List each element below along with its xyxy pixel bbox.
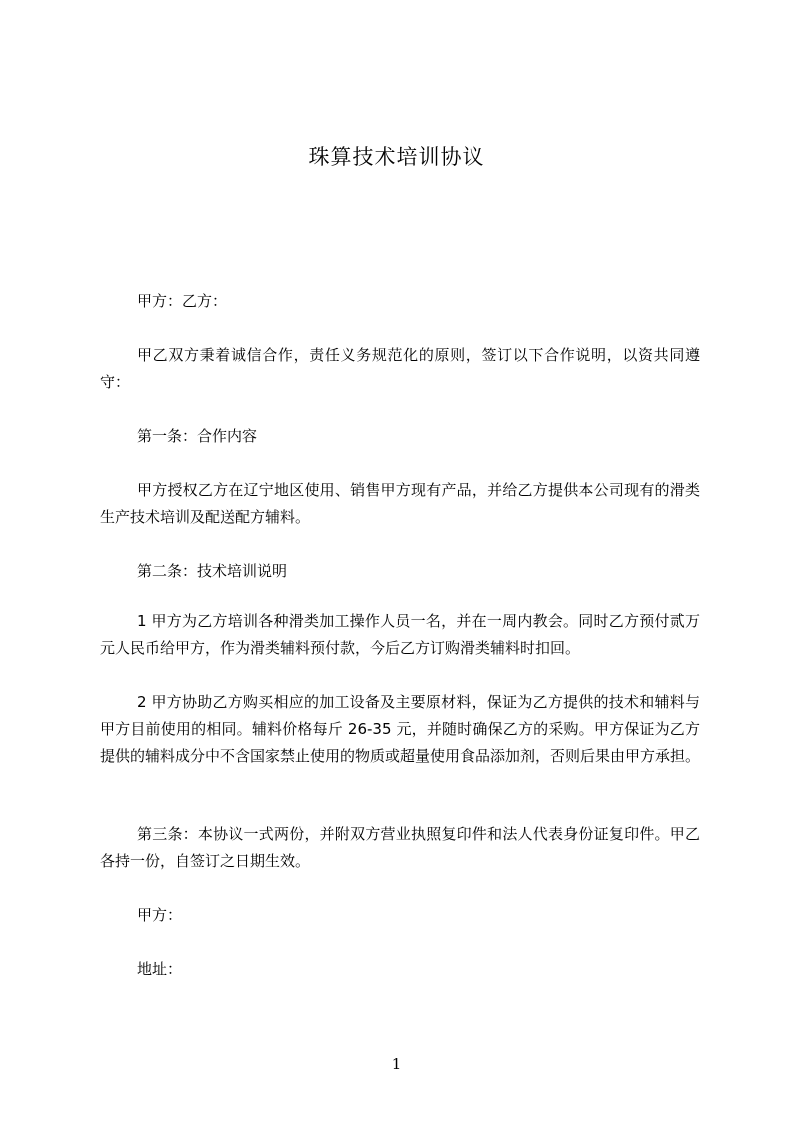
document-title: 珠算技术培训协议 <box>308 145 485 169</box>
article2-item1: 1 甲方为乙方培训各种滑类加工操作人员一名，并在一周内教会。同时乙方预付贰万元人民币给甲方，作为滑类辅料预付款，今后乙方订购滑类辅料时扣回。 <box>100 612 700 657</box>
page-number: 1 <box>391 1055 402 1073</box>
signature-address-label: 地址： <box>137 960 183 978</box>
article2-item2: 2 甲方协助乙方购买相应的加工设备及主要原材料，保证为乙方提供的技术和辅料与甲方目前使用的相同。辅料价格每斤 26-35 元，并随时确保乙方的采购。甲方保证为乙方提供的辅料成分中不含国家禁止使用的物质或超量使用食品添加剂，否则后果由甲方承担。 <box>100 693 701 765</box>
article3-paragraph: 第三条：本协议一式两份，并附双方营业执照复印件和法人代表身份证复印件。甲乙各持一份，自签订之日期生效。 <box>100 825 700 870</box>
article2-heading: 第二条：技术培训说明 <box>137 562 288 580</box>
article1-heading: 第一条：合作内容 <box>137 427 258 445</box>
signature-party-label: 甲方： <box>137 906 183 924</box>
parties-line: 甲方：乙方： <box>137 292 228 310</box>
article1-body: 甲方授权乙方在辽宁地区使用、销售甲方现有产品，并给乙方提供本公司现有的滑类生产技术培训及配送配方辅料。 <box>100 481 700 526</box>
intro-paragraph: 甲乙双方秉着诚信合作，责任义务规范化的原则，签订以下合作说明，以资共同遵守： <box>100 346 700 391</box>
